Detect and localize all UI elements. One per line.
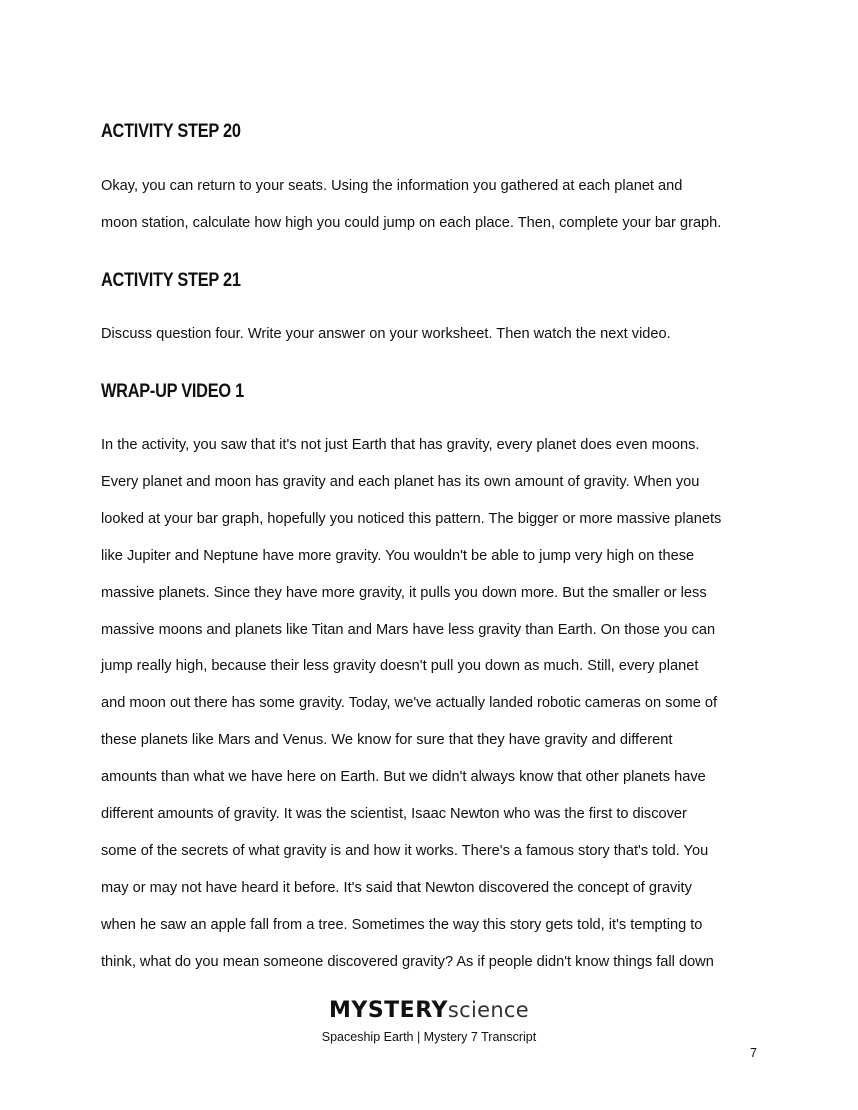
paragraph-line: Every planet and moon has gravity and each planet has its own amount of gravity. When you [101,474,700,490]
paragraph-line: Okay, you can return to your seats. Using the information you gathered at each planet and [101,178,683,194]
paragraph-line: and moon out there has some gravity. Today, we've actually landed robotic cameras on some of [101,695,718,711]
logo-light-text: science [447,998,529,1022]
paragraph-line: Discuss question four. Write your answer on your worksheet. Then watch the next video. [101,326,671,342]
paragraph-line: In the activity, you saw that it's not just Earth that has gravity, every planet does even moons. [101,437,700,453]
logo-bold-text: MYSTERY [329,998,448,1023]
paragraph-line: moon station, calculate how high you could jump on each place. Then, complete your bar graph. [101,215,722,231]
paragraph-line: massive moons and planets like Titan and Mars have less gravity than Earth. On those you can [101,622,716,638]
paragraph-line: massive planets. Since they have more gravity, it pulls you down more. But the smaller or less [101,585,707,601]
page-number: 7 [750,1046,757,1060]
paragraph-line: these planets like Mars and Venus. We know for sure that they have gravity and different [101,732,673,748]
paragraph-line: some of the secrets of what gravity is and how it works. There's a famous story that's told. You [101,843,709,859]
paragraph-line: jump really high, because their less gravity doesn't pull you down as much. Still, every planet [101,658,699,674]
mystery-science-logo [0,995,858,1028]
paragraph-line: different amounts of gravity. It was the scientist, Isaac Newton who was the first to discover [101,806,687,822]
paragraph-line: think, what do you mean someone discovered gravity? As if people didn't know things fall down [101,954,714,970]
paragraph-line: may or may not have heard it before. It's said that Newton discovered the concept of gravity [101,880,692,896]
paragraph-line: when he saw an apple fall from a tree. Sometimes the way this story gets told, it's tempting to [101,917,703,933]
paragraph-line: like Jupiter and Neptune have more gravity. You wouldn't be able to jump very high on these [101,548,695,564]
paragraph-line: amounts than what we have here on Earth. But we didn't always know that other planets have [101,769,706,785]
section-heading: WRAP-UP VIDEO 1 [101,381,244,402]
footer-caption: Spaceship Earth | Mystery 7 Transcript [321,1030,537,1044]
section-heading: ACTIVITY STEP 20 [101,121,241,142]
section-heading: ACTIVITY STEP 21 [101,270,241,291]
paragraph-line: looked at your bar graph, hopefully you noticed this pattern. The bigger or more massive planets [101,511,722,527]
